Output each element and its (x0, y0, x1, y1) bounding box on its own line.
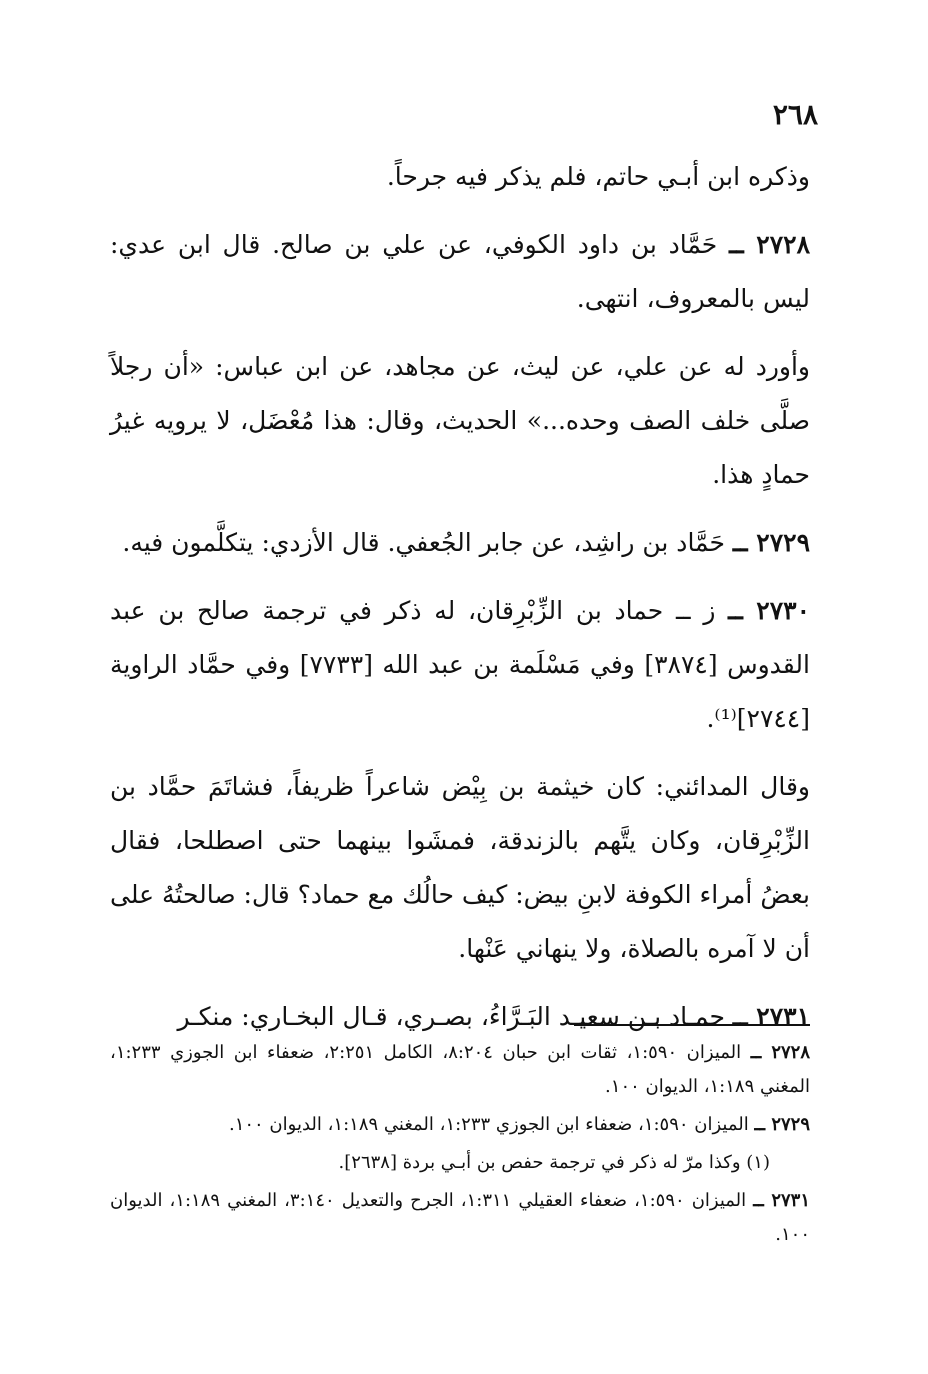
footnote-text: الميزان ١:٥٩٠، ثقات ابن حبان ٨:٢٠٤، الكامل ٢:٢٥١، ضعفاء ابن الجوزي ١:٢٣٣، المغني ١:١٨٩، الديوان ١٠٠. (110, 1042, 810, 1097)
paragraph-text: ز ــ حماد بن الزِّبْرِقان، له ذكر في ترجمة صالح بن عبد القدوس [٣٨٧٤] وفي مَسْلَمة بن عبد الله [٧٧٣٣] وفي حمَّاد الراوية [٢٧٤٤]⁽¹⁾. (110, 596, 810, 733)
paragraph-text: حَمَّاد بن داود الكوفي، عن علي بن صالح. قال ابن عدي: ليس بالمعروف، انتهى. (110, 230, 810, 313)
paragraph (110, 218, 810, 326)
footnote-text: وكذا مرّ له ذكر في ترجمة حفص بن أبـي بردة [٢٦٣٨]. (338, 1152, 741, 1173)
footnote-number: ٢٧٢٨ ــ (750, 1042, 810, 1063)
entry-number: ٢٧٢٩ ــ (732, 528, 810, 557)
page-number: ٢٦٨ (772, 98, 818, 131)
footnote (110, 1146, 810, 1180)
footnote (110, 1036, 810, 1104)
entry-number: ٢٧٢٨ ــ (729, 230, 811, 259)
footnote (110, 1184, 810, 1252)
footnote-number: (١) (746, 1152, 770, 1173)
paragraph-text: حمـاد بـن سعيـد البَـرَّاءُ، بصـري، قـال البخـاري: منكـر (177, 1002, 725, 1031)
entry-number: ٢٧٣٠ ــ (728, 596, 810, 625)
paragraph-text: وقال المدائني: كان خيثمة بن بِيْض شاعراً ظريفاً، فشاتَمَ حمَّاد بن الزِّبْرِقان، وكان يتَّهم بالزندقة، فمشَوا بينهما حتى اصطلحا، فقال بعضُ أمراء الكوفة لابنِ بيض: كيف حالُك مع حماد؟ قال: صالحتُهُ على أن لا آمره بالصلاة، ولا ينهاني عَنْها. (110, 772, 810, 963)
paragraph (110, 340, 810, 502)
paragraph-text: وذكره ابن أبـي حاتم، فلم يذكر فيه جرحاً. (386, 162, 810, 191)
entry-number: ٢٧٣١ ــ (732, 1002, 810, 1031)
paragraph-text: حَمَّاد بن راشِد، عن جابر الجُعفي. قال الأزدي: يتكلَّمون فيه. (122, 528, 725, 557)
footnote-number: ٢٧٢٩ ــ (754, 1114, 810, 1135)
footnote-text: الميزان ١:٥٩٠، ضعفاء ابن الجوزي ١:٢٣٣، المغني ١:١٨٩، الديوان ١٠٠. (228, 1114, 749, 1135)
paragraph (110, 584, 810, 746)
paragraph (110, 516, 810, 570)
footnotes (110, 1036, 810, 1256)
paragraph-text: وأورد له عن علي، عن ليث، عن مجاهد، عن ابن عباس: «أن رجلاً صلَّى خلف الصف وحده...» الحديث، وقال: هذا مُعْضَل، لا يرويه غيرُ حمادٍ هذا. (110, 352, 810, 489)
paragraph (110, 760, 810, 976)
footnote (110, 1108, 810, 1142)
main-text (110, 150, 810, 1058)
paragraph (110, 150, 810, 204)
footnote-text: الميزان ١:٥٩٠، ضعفاء العقيلي ١:٣١١، الجرح والتعديل ٣:١٤٠، المغني ١:١٨٩، الديوان ١٠٠. (110, 1190, 810, 1245)
footnote-number: ٢٧٣١ ــ (753, 1190, 810, 1211)
footnote-separator (574, 1024, 810, 1026)
